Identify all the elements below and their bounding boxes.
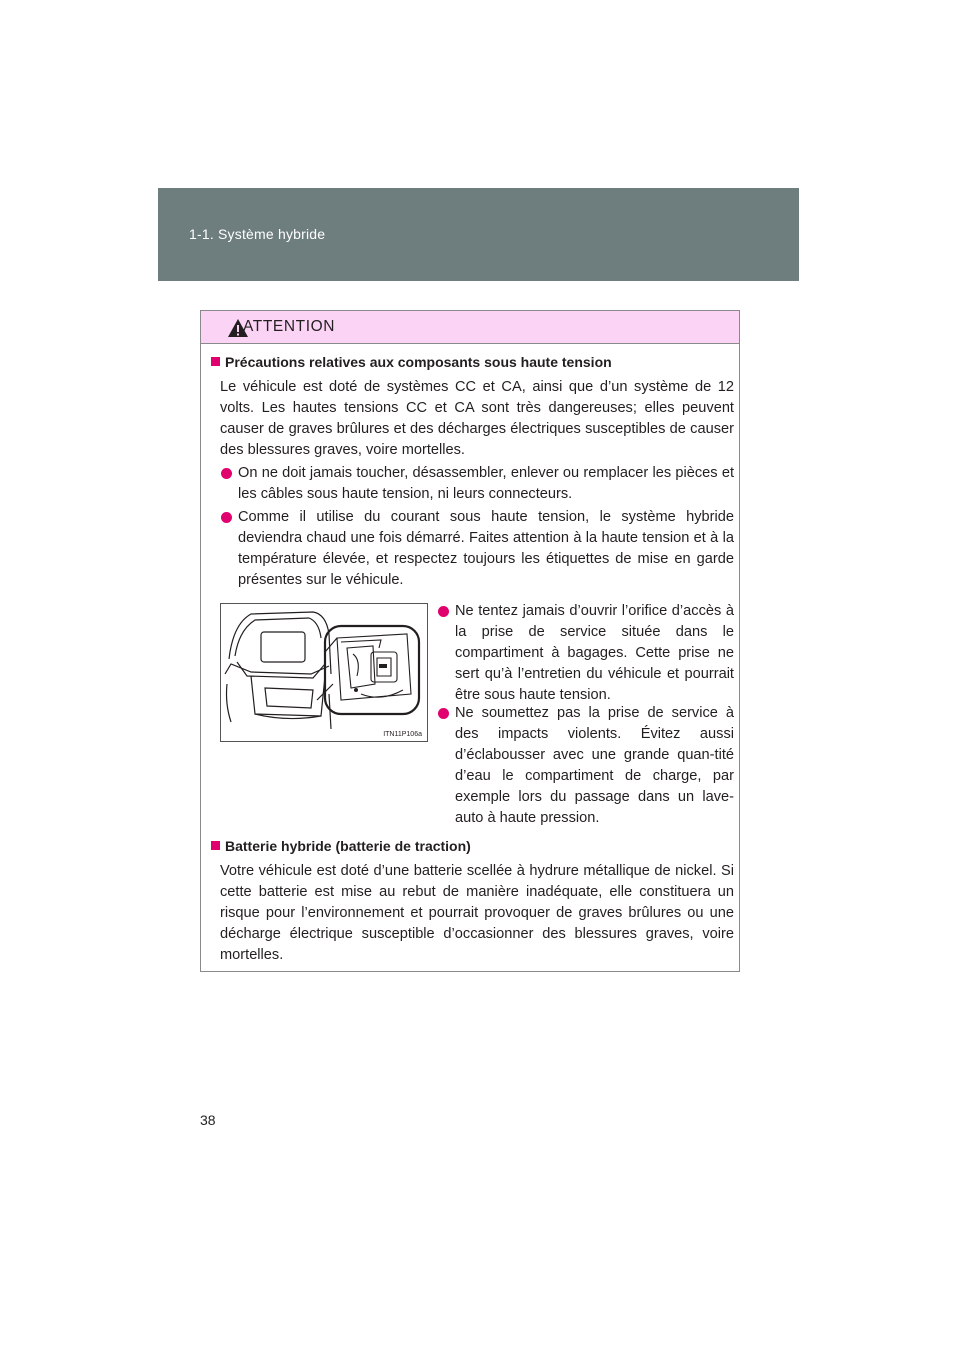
- service-plug-illustration: [220, 603, 428, 742]
- warning-title: ATTENTION: [243, 318, 336, 335]
- bullet-text: Ne tentez jamais d’ouvrir l’orifice d’accès à la prise de service située dans le compartiment à bagages. Cette prise ne sert qu’à l’entretien du véhicule et pourrait être sous haute tension.: [455, 603, 734, 703]
- page-number: 38: [200, 1112, 216, 1128]
- square-bullet-icon: [211, 357, 220, 366]
- bullet-text: On ne doit jamais toucher, désassembler, enlever ou remplacer les pièces et les câbles sous haute tension, ni leurs connecteurs.: [238, 465, 734, 502]
- bullet-item-4: [455, 703, 734, 829]
- car-rear-illustration: [221, 604, 428, 742]
- square-bullet-icon: [211, 841, 220, 850]
- bullet-text: Comme il utilise du courant sous haute tension, le système hybride deviendra chaud une fois démarré. Faites attention à la haute tension et à la température élevée, et respectez toujours les étiquettes de mise en garde présentes sur le véhicule.: [238, 509, 734, 588]
- bullet-item-2: [238, 507, 734, 591]
- bullet-dot-icon: [221, 468, 232, 479]
- bullet-dot-icon: [438, 606, 449, 617]
- heading-text: Batterie hybride (batterie de traction): [225, 838, 471, 854]
- section-heading-high-voltage: [211, 354, 612, 370]
- heading-text: Précautions relatives aux composants sous haute tension: [225, 354, 612, 370]
- warning-box: [200, 310, 740, 972]
- section-heading-hybrid-battery: [211, 838, 471, 854]
- header-band: [158, 188, 799, 281]
- bullet-dot-icon: [438, 708, 449, 719]
- figure-code: ITN11P106a: [383, 731, 422, 738]
- bullet-text: Ne soumettez pas la prise de service à des impacts violents. Évitez aussi d’éclabousser avec une grande quan-tité d’eau le compartiment de charge, par exemple lors du passage dans un lave-auto à haute pression.: [455, 705, 734, 826]
- bullet-item-3: [455, 601, 734, 706]
- battery-paragraph: Votre véhicule est doté d’une batterie scellée à hydrure métallique de nickel. Si cette batterie est mise au rebut de manière inadéquate, elle constituera un risque pour l’environnement et pourrait provoquer de graves brûlures ou une décharge électrique susceptible d’occasionner des blessures graves, voire mortelles.: [220, 863, 734, 963]
- intro-paragraph: Le véhicule est doté de systèmes CC et CA, ainsi que d’un système de 12 volts. Les hautes tensions CC et CA sont très dangereuses; elles peuvent causer de graves brûlures et des décharges électriques susceptibles de causer des blessures graves, voire mortelles.: [220, 379, 734, 458]
- section-title: 1-1. Système hybride: [189, 226, 326, 242]
- bullet-item-1: [238, 463, 734, 505]
- bullet-dot-icon: [221, 512, 232, 523]
- warning-header: [201, 311, 739, 344]
